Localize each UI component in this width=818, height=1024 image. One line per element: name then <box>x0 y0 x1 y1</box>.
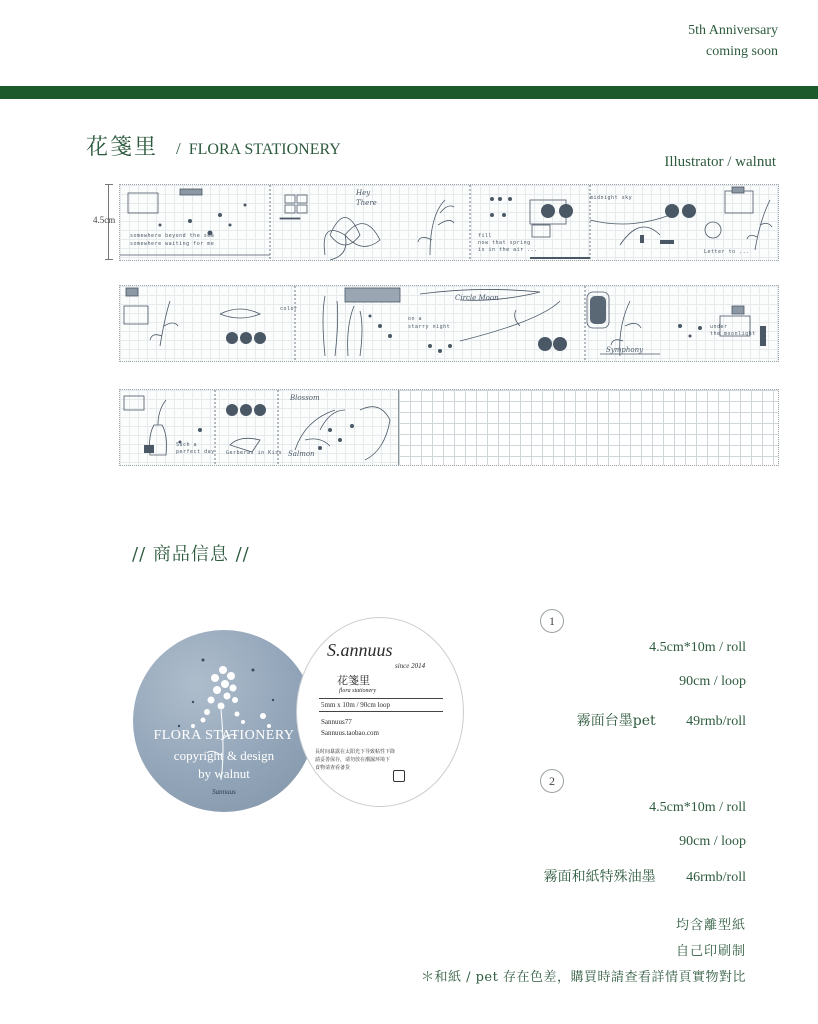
disc-copyright: copyright & design <box>173 748 275 763</box>
note-self-printed: 自己印刷制 <box>675 944 746 959</box>
option-2-material-price <box>544 866 746 886</box>
illustrator-credit: Illustrator / walnut <box>664 154 776 170</box>
option-1-material: 霧面台墨pet <box>576 713 656 729</box>
option-1-material-price <box>577 710 746 730</box>
label-name-chinese: 花箋里 <box>337 674 370 687</box>
strip-3-text-2: perfect day <box>176 449 215 455</box>
strip-1-text-7: is in the air ... <box>478 247 538 253</box>
strip-1-text-6: now that spring <box>478 240 531 246</box>
option-2-price: 46rmb/roll <box>686 870 746 885</box>
label-divider <box>319 698 443 699</box>
strip-2-text-3: starry night <box>408 324 451 330</box>
strip-1-text-5: fill <box>478 233 493 239</box>
strip-1-text-1: somewhere beyond the sea <box>130 233 215 239</box>
strip-2-text-7: Symphony <box>606 346 644 354</box>
disc-brand-title: FLORA STATIONERY <box>153 728 295 743</box>
recycle-icon <box>393 770 405 782</box>
strip-2-text-5: under <box>710 324 728 330</box>
label-name-english: flora stationery <box>339 688 377 694</box>
tape-roll-disc-white <box>296 617 464 807</box>
anniversary-line-2: coming soon <box>706 44 778 59</box>
tape-strip-1 <box>119 184 779 261</box>
header-band <box>0 86 818 99</box>
option-1-size: 4.5cm*10m / roll <box>649 640 746 655</box>
option-1-loop: 90cm / loop <box>679 674 746 689</box>
label-divider-2 <box>319 711 443 712</box>
disc-signature: Sannuus <box>212 788 236 796</box>
strip-1-text-8: midnight sky <box>590 195 633 201</box>
strip-1-text-2: somewhere waiting for me <box>130 241 215 247</box>
option-2-loop: 90cm / loop <box>679 834 746 849</box>
strip-2-text-2: on a <box>408 316 423 322</box>
label-contact-1: Sannuus77 <box>321 718 352 726</box>
tape-roll-disc-blue <box>133 630 315 812</box>
section-heading: // 商品信息 // <box>132 544 250 565</box>
product-title <box>86 130 341 161</box>
anniversary-line-1: 5th Anniversary <box>688 23 778 38</box>
strip-3-text-4: Blossom <box>290 394 320 402</box>
strip-3-blank-grid <box>398 390 778 465</box>
title-separator: / <box>176 139 181 158</box>
label-contact-2: Sannuus.taobao.com <box>321 729 379 737</box>
label-brand-signature: S.annuus <box>327 640 393 660</box>
width-dimension-label: 4.5cm <box>93 215 116 225</box>
flower-illustration <box>133 630 315 812</box>
title-chinese: 花箋里 <box>86 135 159 160</box>
tape-strip-3 <box>119 389 779 466</box>
strip-1-illustration <box>120 185 779 261</box>
strip-1-text-9: Letter to ... <box>704 249 750 255</box>
strip-2-text-1: color <box>280 306 298 312</box>
strip-2-text-4: Circle Moon <box>455 294 499 302</box>
strip-3-text-3: Gerberas in Kiss <box>226 450 283 456</box>
strip-1-text-3: Hey <box>356 189 371 197</box>
option-1-number: 1 <box>540 609 564 633</box>
strip-3-text-5: Salmon <box>288 450 315 458</box>
label-care-1: 長时间暴露在太阳光下导致粘性下降 <box>315 749 396 755</box>
option-2-material: 霧面和紙特殊油墨 <box>543 869 656 885</box>
option-1-price: 49rmb/roll <box>686 714 746 729</box>
note-release-paper: 均含離型紙 <box>675 918 746 933</box>
tape-strip-2 <box>119 285 779 362</box>
disc-designer: by walnut <box>198 766 250 781</box>
strip-1-text-4: There <box>356 199 377 207</box>
label-since: since 2014 <box>395 662 426 670</box>
anniversary-notice <box>688 20 778 62</box>
option-2-number: 2 <box>540 769 564 793</box>
strip-2-text-6: the moonlight <box>710 331 756 337</box>
label-care-3: 食物请查看备货 <box>315 765 351 771</box>
title-english: FLORA STATIONERY <box>188 141 341 158</box>
strip-3-text-1: Such a <box>176 442 198 448</box>
label-care-2: 請妥善保存，请勿放在潮濕环境下 <box>315 757 391 763</box>
option-2-size: 4.5cm*10m / roll <box>649 800 746 815</box>
note-color-difference: ＊和紙 / pet 存在色差，購買時請查看詳情頁實物對比 <box>420 970 746 985</box>
label-size: 5mm x 10m / 90cm loop <box>321 701 391 709</box>
